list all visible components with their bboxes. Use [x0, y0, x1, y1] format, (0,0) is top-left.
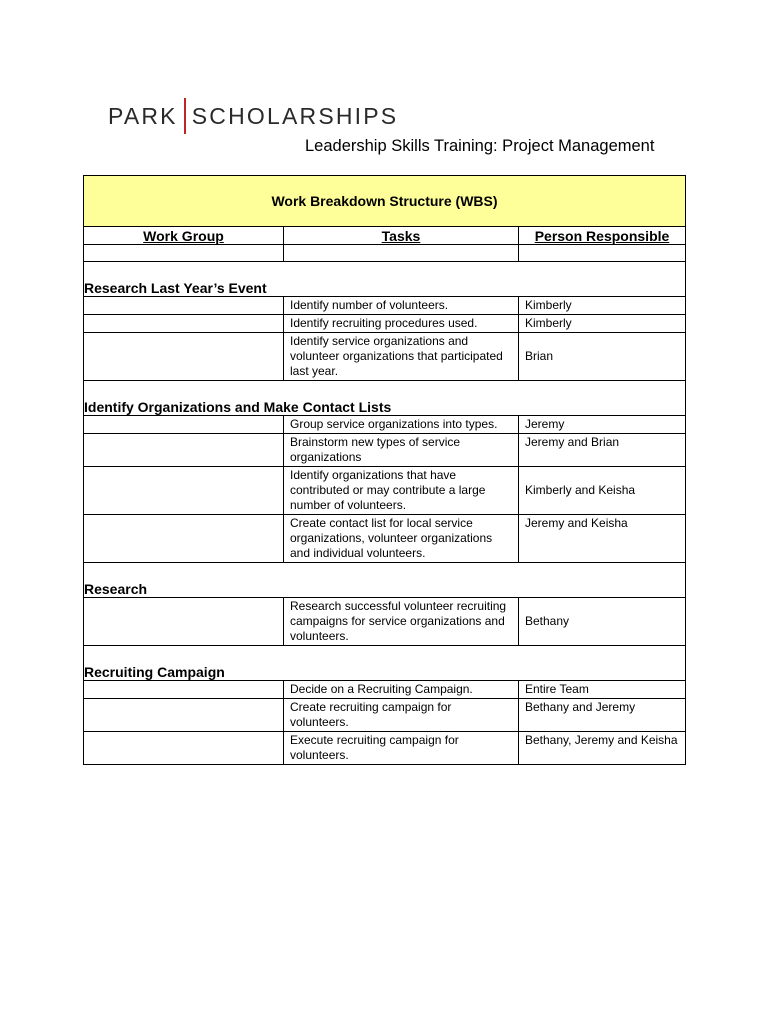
section-title: Research Last Year’s Event	[84, 262, 686, 297]
table-row	[84, 434, 686, 467]
table-row	[84, 732, 686, 765]
header-tasks: Tasks	[284, 227, 519, 245]
person-cell: Kimberly and Keisha	[519, 467, 686, 515]
person-cell: Bethany and Jeremy	[519, 699, 686, 732]
table-row	[84, 467, 686, 515]
blank-row	[84, 245, 686, 262]
task-cell: Create contact list for local service organizations, volunteer organizations and individual volunteers.	[284, 515, 519, 563]
person-cell: Kimberly	[519, 315, 686, 333]
wbs-banner: Work Breakdown Structure (WBS)	[84, 176, 686, 227]
logo-divider	[184, 98, 186, 134]
section-row	[84, 563, 686, 598]
task-cell: Create recruiting campaign for volunteers.	[284, 699, 519, 732]
table-row	[84, 681, 686, 699]
person-cell: Jeremy and Brian	[519, 434, 686, 467]
person-cell: Jeremy and Keisha	[519, 515, 686, 563]
task-cell: Identify number of volunteers.	[284, 297, 519, 315]
table-row	[84, 416, 686, 434]
header-person-responsible: Person Responsible	[519, 227, 686, 245]
task-cell: Identify service organizations and volunteer organizations that participated last year.	[284, 333, 519, 381]
section-title: Recruiting Campaign	[84, 646, 686, 681]
task-cell: Identify organizations that have contributed or may contribute a large number of volunteers.	[284, 467, 519, 515]
task-cell: Execute recruiting campaign for volunteers.	[284, 732, 519, 765]
section-title: Identify Organizations and Make Contact Lists	[84, 381, 686, 416]
wbs-table	[83, 175, 686, 765]
task-cell: Brainstorm new types of service organizations	[284, 434, 519, 467]
table-row	[84, 315, 686, 333]
header-row	[84, 227, 686, 245]
table-row	[84, 598, 686, 646]
wbs-banner-row	[84, 176, 686, 227]
person-cell: Entire Team	[519, 681, 686, 699]
person-cell: Bethany, Jeremy and Keisha	[519, 732, 686, 765]
person-cell: Jeremy	[519, 416, 686, 434]
task-cell: Group service organizations into types.	[284, 416, 519, 434]
section-title: Research	[84, 563, 686, 598]
logo-text-scholarships: SCHOLARSHIPS	[191, 102, 399, 129]
section-row	[84, 646, 686, 681]
table-row	[84, 297, 686, 315]
header-work-group: Work Group	[84, 227, 284, 245]
person-cell: Bethany	[519, 598, 686, 646]
table-row	[84, 333, 686, 381]
page-title: Leadership Skills Training: Project Management	[305, 137, 655, 155]
table-row	[84, 515, 686, 563]
table-row	[84, 699, 686, 732]
section-row	[84, 262, 686, 297]
task-cell: Research successful volunteer recruiting campaigns for service organizations and volunteers.	[284, 598, 519, 646]
park-scholarships-logo	[108, 98, 398, 134]
section-row	[84, 381, 686, 416]
person-cell: Kimberly	[519, 297, 686, 315]
task-cell: Decide on a Recruiting Campaign.	[284, 681, 519, 699]
task-cell: Identify recruiting procedures used.	[284, 315, 519, 333]
logo-text-park: PARK	[108, 102, 178, 129]
person-cell: Brian	[519, 333, 686, 381]
